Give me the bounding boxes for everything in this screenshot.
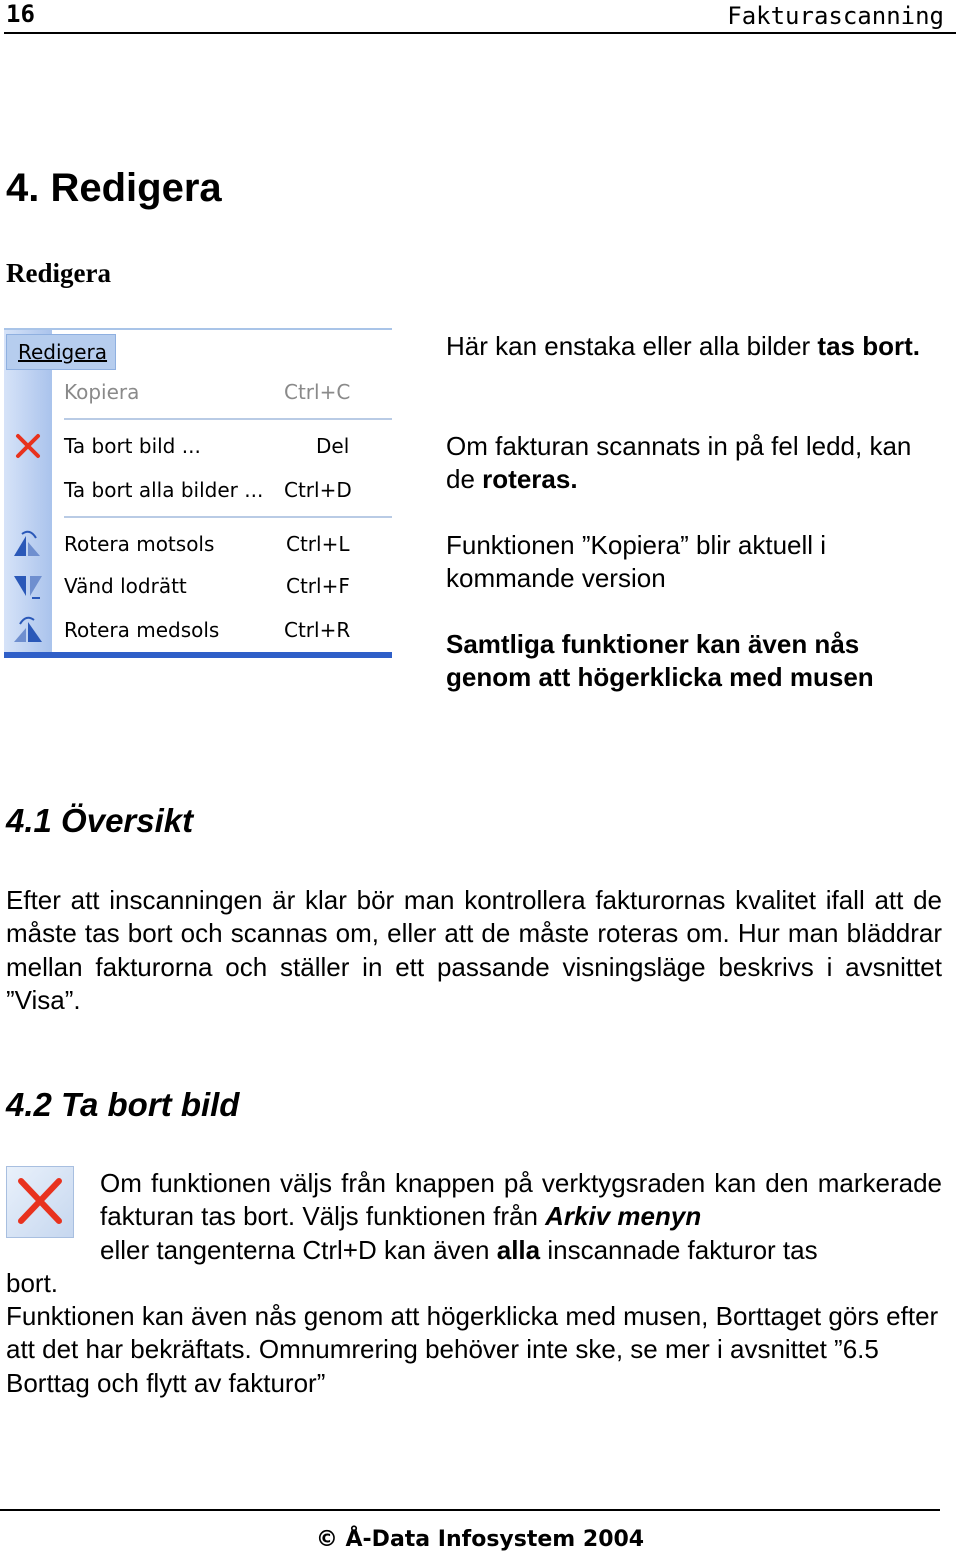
section-4-2-text-part: Om funktionen väljs från knappen på verktygsraden kan den markerade fakturan tas bort. Väljs funktionen från: [100, 1168, 942, 1232]
menu-title-label: Redigera: [18, 340, 108, 364]
rotate-left-icon: [12, 528, 44, 560]
menu-item-ta-bort-alla[interactable]: Ta bort alla bilder ...: [64, 478, 264, 502]
running-title: Fakturascanning: [727, 2, 944, 30]
footer-copyright: © Å-Data Infosystem 2004: [315, 1527, 645, 1552]
section-4-2-text-d: Funktionen kan även nås genom att högerklicka med musen, Borttaget görs efter att det har bekräftats. Omnumrering behöver inte ske, se mer i avsnittet ”6.5 Borttag och flytt av fakturor”: [6, 1301, 939, 1398]
menu-top-border: [4, 328, 392, 330]
red-x-icon: [7, 1167, 73, 1237]
menu-shortcut-ta-bort-alla: Ctrl+D: [284, 478, 352, 502]
header-rule: [4, 32, 956, 34]
section-4-2-text-c: bort.: [6, 1268, 59, 1298]
menu-bottom-border: [4, 652, 392, 658]
side-text-1-bold: tas bort.: [817, 331, 920, 361]
section-subheading: Redigera: [6, 258, 111, 288]
edit-menu: [4, 328, 392, 658]
menu-shortcut-ta-bort-bild: Del: [316, 434, 350, 458]
side-paragraph-1: [446, 330, 926, 363]
side-paragraph-4: Samtliga funktioner kan även nås genom att högerklicka med musen: [446, 629, 874, 693]
flip-vertical-icon: [12, 572, 44, 604]
section-4-2-heading: 4.2 Ta bort bild: [6, 1086, 240, 1123]
menu-item-vand-lodratt[interactable]: Vänd lodrätt: [64, 574, 187, 598]
section-4-2-text-part: inscannade fakturor tas: [540, 1235, 818, 1265]
side-text-2-bold: roteras.: [482, 464, 578, 495]
menu-shortcut-rotera-medsols: Ctrl+R: [284, 618, 351, 642]
section-4-2-text-a: [100, 1167, 942, 1234]
menu-shortcut-rotera-motsols: Ctrl+L: [286, 532, 350, 556]
menu-title[interactable]: [6, 334, 116, 370]
side-paragraph-2: [446, 430, 926, 497]
red-x-icon: [12, 430, 44, 462]
page-number: 16: [6, 0, 35, 28]
section-4-1-text: Efter att inscanningen är klar bör man kontrollera fakturornas kvalitet ifall att de måste tas bort och scannas om, eller att de måste roteras om. Hur man bläddrar mellan fakturorna och ställer in ett passande visningsläge beskrivs i avsnittet ”Visa”.: [6, 885, 942, 1016]
section-4-2-text-part: eller tangenterna Ctrl+D kan även: [100, 1235, 497, 1265]
menu-separator: [64, 516, 392, 518]
rotate-right-icon: [12, 614, 44, 646]
side-paragraph-3: Funktionen ”Kopiera” blir aktuell i kommande version: [446, 530, 827, 594]
menu-item-kopiera[interactable]: Kopiera: [64, 380, 140, 404]
menu-shortcut-vand-lodratt: Ctrl+F: [286, 574, 350, 598]
alla-emphasis: alla: [496, 1235, 541, 1265]
side-text-2: Om fakturan scannats in på fel ledd, kan de: [446, 431, 912, 495]
arkiv-menyn-emphasis: Arkiv menyn: [545, 1201, 702, 1232]
menu-item-rotera-medsols[interactable]: Rotera medsols: [64, 618, 220, 642]
delete-toolbar-button[interactable]: [6, 1166, 74, 1238]
side-text-1: Här kan enstaka eller alla bilder: [446, 331, 818, 361]
menu-item-rotera-motsols[interactable]: Rotera motsols: [64, 532, 215, 556]
section-heading: 4. Redigera: [6, 166, 222, 210]
section-4-2-text-b: [100, 1234, 942, 1267]
menu-separator: [64, 418, 392, 420]
section-4-1-heading: 4.1 Översikt: [6, 802, 194, 839]
footer-rule: [0, 1509, 940, 1511]
menu-item-ta-bort-bild[interactable]: Ta bort bild ...: [64, 434, 201, 458]
section-4-2-line-3: [100, 1234, 818, 1267]
menu-shortcut-kopiera: Ctrl+C: [284, 380, 351, 404]
